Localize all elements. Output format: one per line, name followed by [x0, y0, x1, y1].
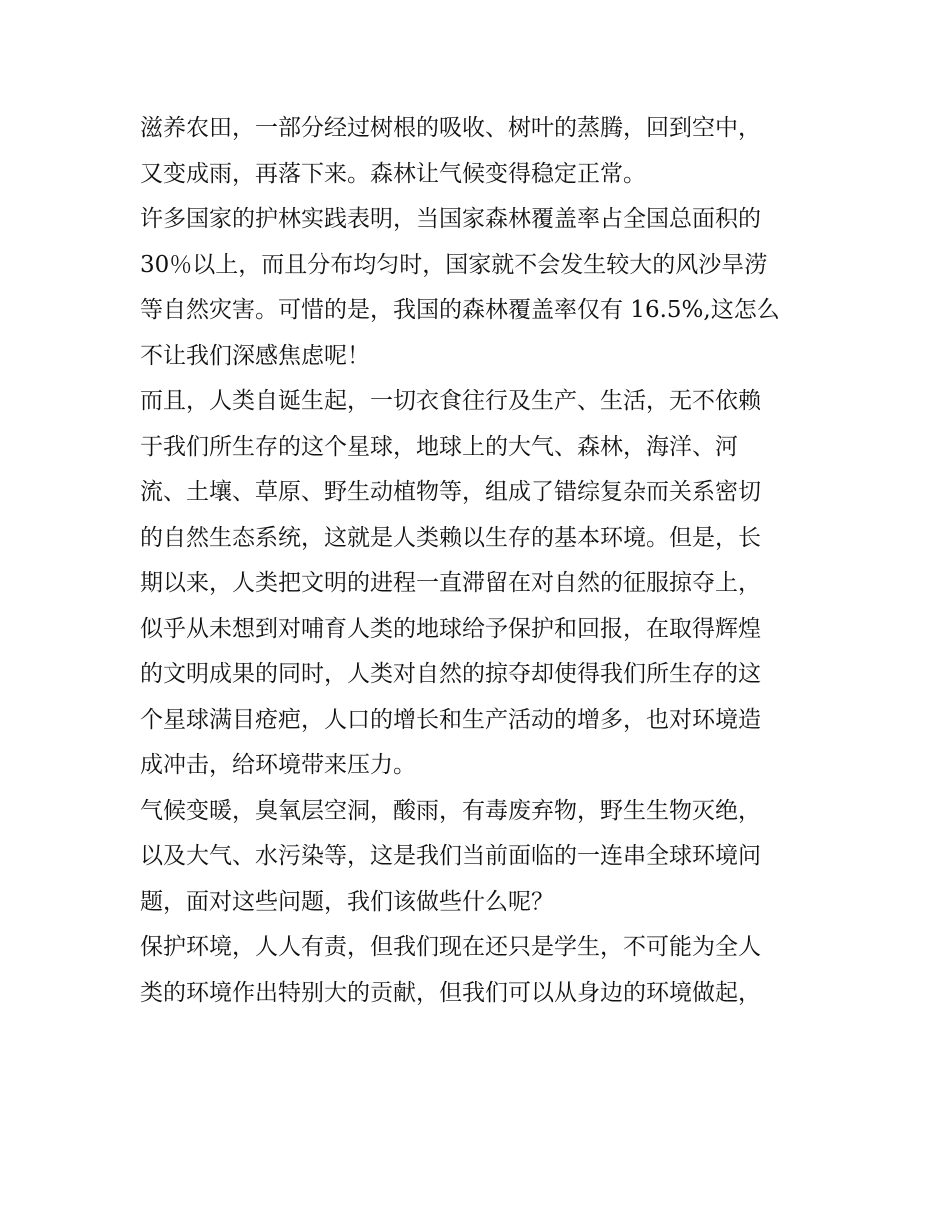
text-line: 的自然生态系统，这就是人类赖以生存的基本环境。但是，长 [140, 524, 761, 551]
text-line: 许多国家的护林实践表明，当国家森林覆盖率占全国总面积的 [140, 206, 761, 232]
text-line: 题，面对这些问题，我们该做些什么呢？ [140, 888, 554, 915]
text-line: 似乎从未想到对哺育人类的地球给予保护和回报，在取得辉煌 [140, 615, 761, 642]
text-line: 的文明成果的同时，人类对自然的掠夺却使得我们所生存的这 [140, 661, 761, 687]
text-line: 又变成雨，再落下来。森林让气候变得稳定正常。 [140, 160, 646, 187]
text-line: 成冲击，给环境带来压力。 [140, 752, 416, 778]
text-line: 等自然灾害。可惜的是，我国的森林覆盖率仅有 16.5%,这怎么 [140, 297, 780, 323]
text-line: 保护环境，人人有责，但我们现在还只是学生，不可能为全人 [140, 934, 761, 960]
text-line: 而且，人类自诞生起，一切衣食往行及生产、生活，无不依赖 [140, 388, 761, 414]
text-line: 气候变暖，臭氧层空洞，酸雨，有毒废弃物，野生生物灭绝， [140, 797, 761, 824]
text-line: 个星球满目疮疤，人口的增长和生产活动的增多，也对环境造 [140, 706, 761, 733]
text-line: 以及大气、水污染等，这是我们当前面临的一连串全球环境问 [140, 843, 761, 869]
text-line: 流、土壤、草原、野生动植物等，组成了错综复杂而关系密切 [140, 479, 761, 505]
text-line: 期以来，人类把文明的进程一直滞留在对自然的征服掠夺上， [140, 570, 761, 596]
text-line: 类的环境作出特别大的贡献，但我们可以从身边的环境做起， [140, 979, 761, 1006]
body-text [140, 106, 820, 1016]
text-line: 不让我们深感焦虑呢！ [140, 342, 370, 369]
text-line: 30％以上，而且分布均匀时，国家就不会发生较大的风沙旱涝 [140, 251, 768, 278]
text-line: 滋养农田，一部分经过树根的吸收、树叶的蒸腾，回到空中， [140, 115, 761, 141]
text-line: 于我们所生存的这个星球，地球上的大气、森林，海洋、河 [140, 433, 738, 460]
